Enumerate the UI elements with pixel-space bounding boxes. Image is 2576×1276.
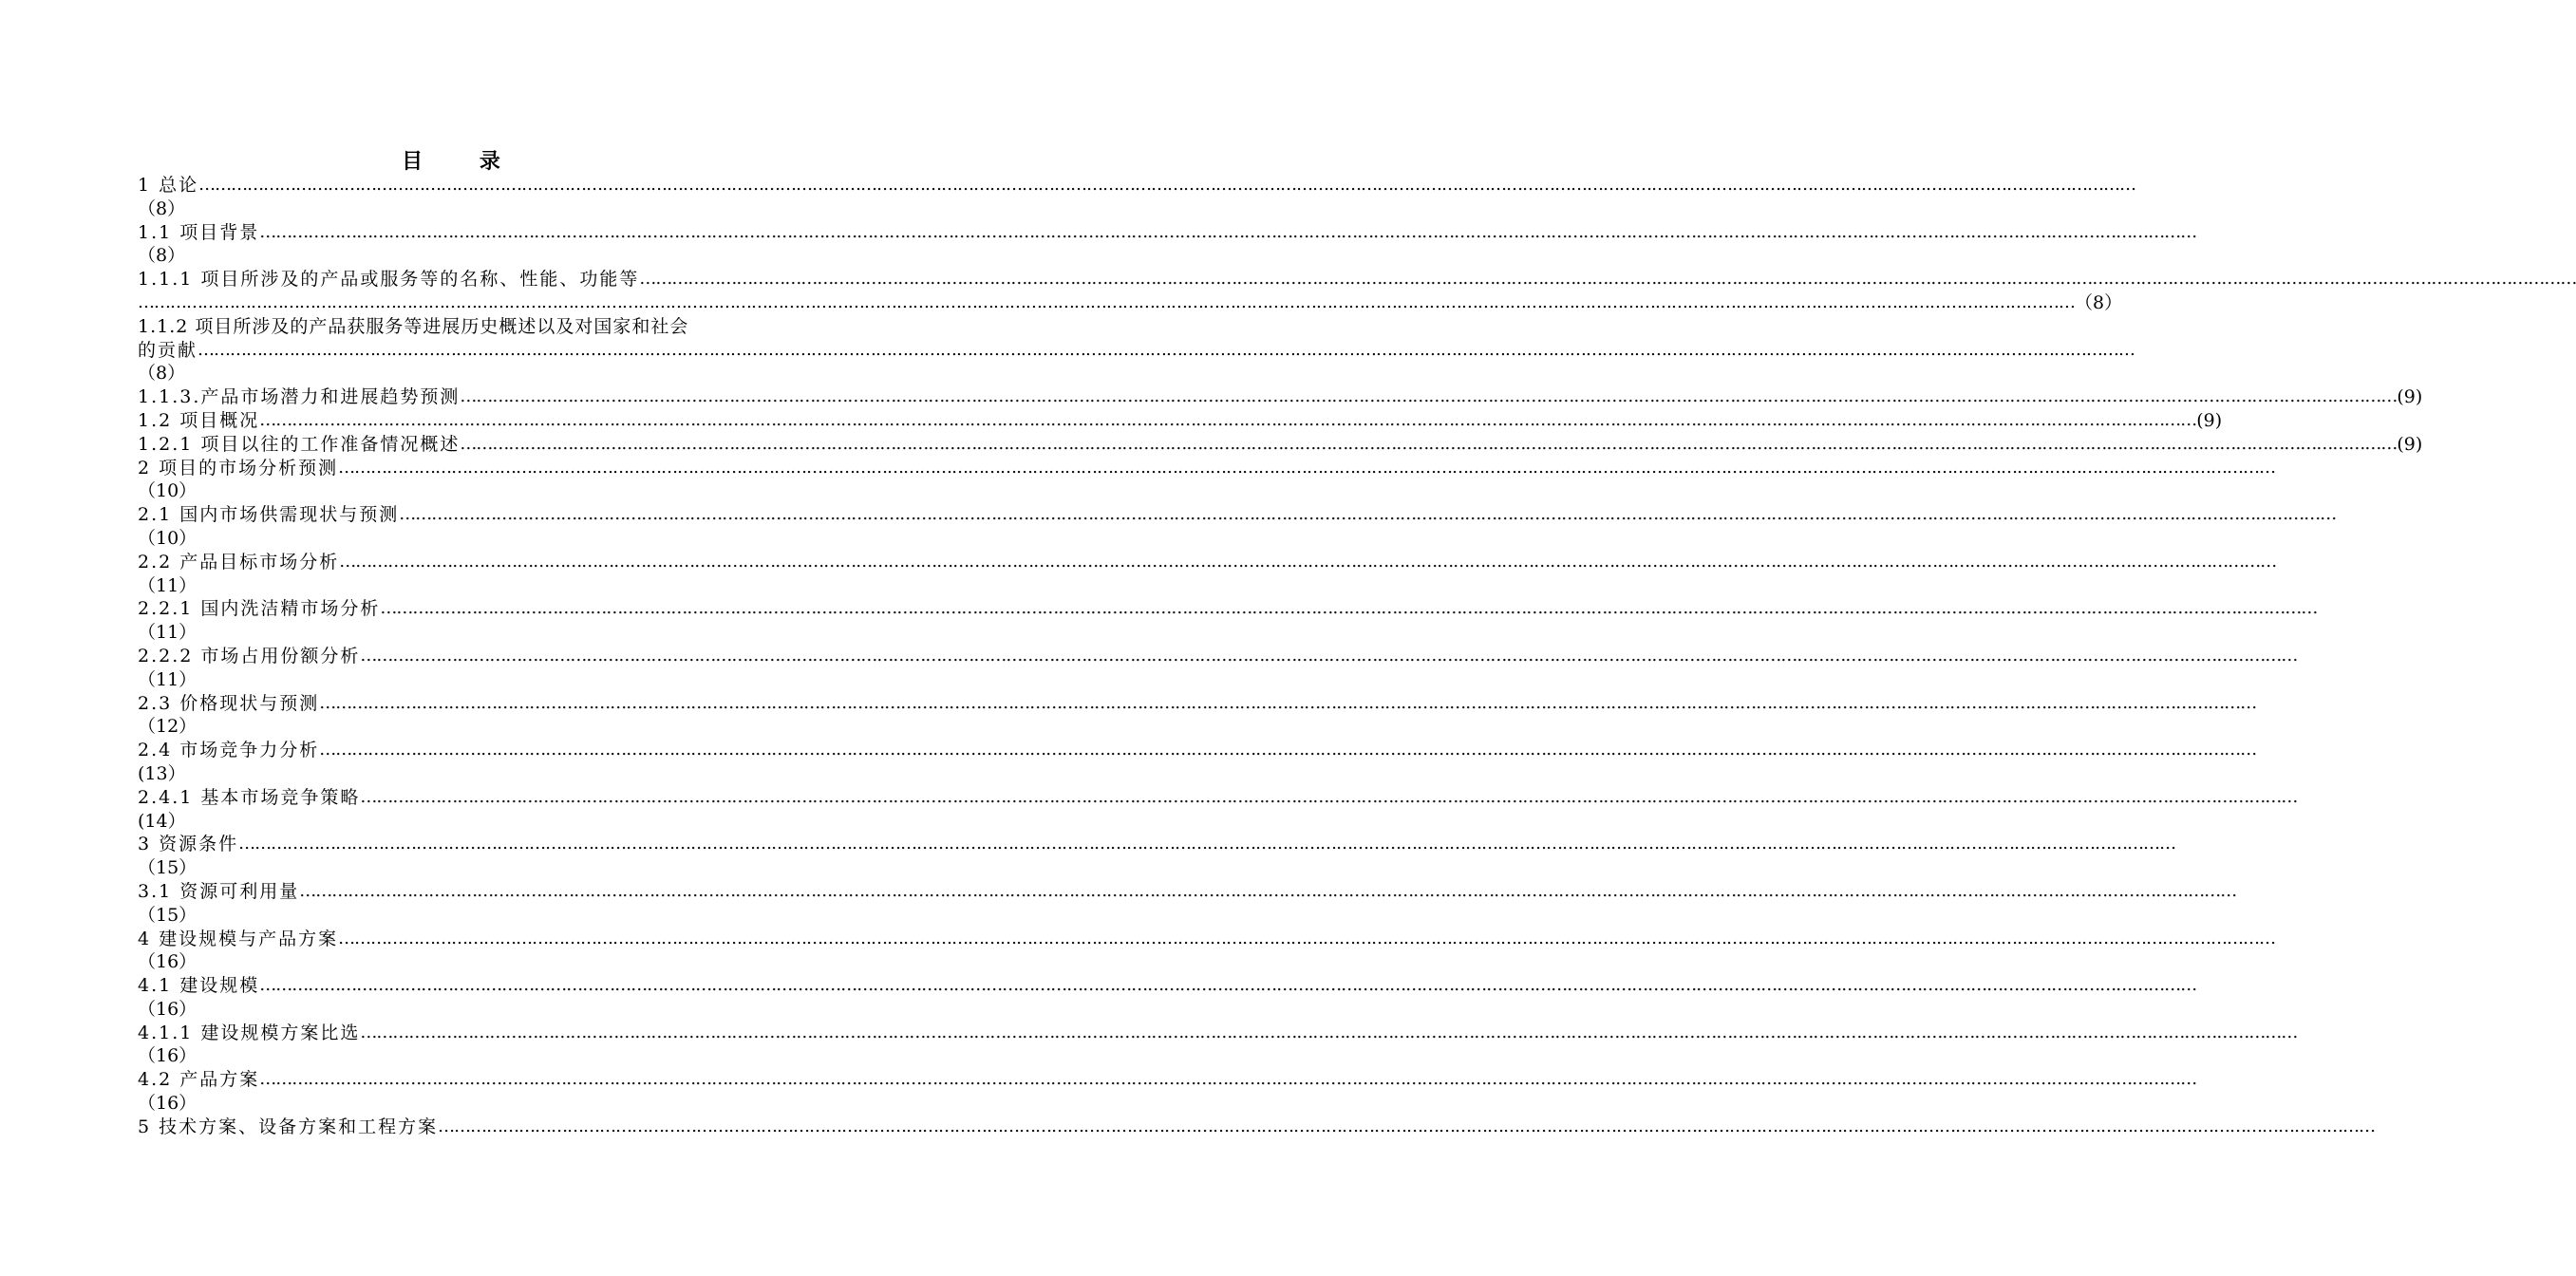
toc-leader-dots: ……………………………………………………………………………………………………………………………………………………………………………………………………………………………………………………………………………………………………………………………… — [460, 386, 2397, 407]
toc-leader-dots: ……………………………………………………………………………………………………………………………………………………………………………………………………………………………………………………………………………………………………………………………… — [360, 786, 2298, 807]
toc-leader-dots: ……………………………………………………………………………………………………………………………………………………………………………………………………………………………………………………………………………………………………………………………… — [360, 645, 2298, 666]
toc-leader-dots: ……………………………………………………………………………………………………………………………………………………………………………………………………………………………………………………………………………………………………………………………… — [438, 1116, 2376, 1136]
toc-entry[interactable] — [138, 503, 2337, 551]
toc-page-number: （11） — [138, 668, 197, 690]
toc-entry-label: 4 建设规模与产品方案 — [138, 928, 339, 949]
toc-page-number: （8） — [138, 363, 186, 385]
toc-entry-label: 2.2.1 国内洗洁精市场分析 — [138, 598, 381, 620]
toc-entry[interactable] — [138, 1116, 2376, 1139]
toc-entry[interactable] — [138, 597, 2318, 645]
toc-entry-line — [138, 1068, 2197, 1092]
toc-leader-dots: ……………………………………………………………………………………………………………………………………………………………………………………………………………………………………………………………………………………………………………………………… — [339, 551, 2277, 572]
toc-entry-label: 5 技术方案、设备方案和工程方案 — [138, 1116, 439, 1137]
toc-entry-line — [138, 974, 2197, 998]
toc-entry-line — [138, 692, 2257, 716]
toc-entry[interactable] — [138, 457, 2276, 504]
toc-page-number: （15） — [138, 857, 197, 879]
toc-page-number: （16） — [138, 998, 197, 1020]
toc-page-number: (9) — [2397, 433, 2423, 455]
toc-entry-label: 2 项目的市场分析预测 — [138, 457, 339, 478]
toc-leader-dots: ……………………………………………………………………………………………………………………………………………………………………………………………………………………………………………………………………………………………………………………………… — [338, 457, 2276, 478]
toc-page-number: (9) — [2397, 386, 2423, 408]
toc-page-number: (14） — [138, 810, 186, 832]
toc-entry[interactable] — [138, 739, 2257, 786]
toc-entry-label: 2.4 市场竞争力分析 — [138, 740, 320, 761]
toc-page-number: （8） — [138, 245, 186, 267]
toc-entry[interactable] — [138, 551, 2277, 598]
toc-entry[interactable] — [138, 833, 2176, 880]
toc-entry-label: 3 资源条件 — [138, 834, 239, 855]
toc-entry-label: 2.2 产品目标市场分析 — [138, 551, 340, 572]
toc-leader-dots: ……………………………………………………………………………………………………………………………………………………………………………………………………………………………………………………………………………………………………………………………… — [259, 1069, 2197, 1090]
toc-leader-dots: ……………………………………………………………………………………………………………………………………………………………………………………………………………………………………………………………………………………………………………………………… — [338, 928, 2276, 948]
table-of-contents — [138, 174, 2576, 1139]
toc-leader-dots: ……………………………………………………………………………………………………………………………………………………………………………………………………………………………………………………………………………………………………………………………… — [319, 740, 2257, 760]
toc-entry-line — [138, 597, 2318, 621]
toc-entry-label: 3.1 资源可利用量 — [138, 880, 300, 902]
toc-leader-dots: ……………………………………………………………………………………………………………………………………………………………………………………………………………………………………………………………………………………………………………………………… — [639, 269, 2576, 290]
toc-entry-label: 1.1.3.产品市场潜力和进展趋势预测 — [138, 386, 461, 408]
toc-entry-line — [138, 457, 2276, 480]
toc-leader-dots: ……………………………………………………………………………………………………………………………………………………………………………………………………………………………………………………………………………………………………………………………… — [238, 834, 2176, 854]
toc-entry-line — [138, 291, 2123, 315]
toc-entry-label: 1.1.1 项目所涉及的产品或服务等的名称、性能、功能等 — [138, 269, 640, 291]
toc-entry-line — [138, 833, 2176, 856]
toc-entry[interactable] — [138, 974, 2197, 1022]
toc-leader-dots: ……………………………………………………………………………………………………………………………………………………………………………………………………………………………………………………………………………………………………………………………… — [259, 975, 2197, 996]
toc-entry-line — [138, 645, 2298, 668]
toc-entry-label: 1.2 项目概况 — [138, 409, 260, 431]
toc-page-number: （16） — [138, 1093, 197, 1115]
toc-page-number: (9) — [2196, 409, 2223, 431]
toc-leader-dots: ……………………………………………………………………………………………………………………………………………………………………………………………………………………………………………………………………………………………………………………………… — [259, 409, 2197, 430]
toc-entry-line — [138, 880, 2237, 904]
toc-entry[interactable] — [138, 1068, 2197, 1116]
toc-entry-line — [138, 928, 2276, 951]
toc-entry-label: 1.1 项目背景 — [138, 221, 260, 243]
toc-page-number: (13） — [138, 762, 186, 784]
toc-entry-line — [138, 433, 2423, 457]
toc-leader-dots: ……………………………………………………………………………………………………………………………………………………………………………………………………………………………………………………………………………………………………………………………… — [138, 291, 2075, 312]
toc-entry-line — [138, 503, 2337, 527]
toc-page-number: （12） — [138, 716, 197, 738]
toc-entry-line — [138, 1022, 2298, 1045]
toc-leader-dots: ……………………………………………………………………………………………………………………………………………………………………………………………………………………………………………………………………………………………………………………………… — [259, 221, 2197, 242]
toc-entry[interactable] — [138, 645, 2298, 692]
toc-entry[interactable] — [138, 692, 2257, 740]
toc-entry[interactable] — [138, 880, 2237, 928]
toc-leader-dots: ……………………………………………………………………………………………………………………………………………………………………………………………………………………………………………………………………………………………………………………………… — [460, 433, 2397, 454]
toc-entry[interactable] — [138, 786, 2298, 834]
toc-leader-dots: ……………………………………………………………………………………………………………………………………………………………………………………………………………………………………………………………………………………………………………………………… — [299, 880, 2237, 901]
toc-page-number: （8） — [2075, 291, 2123, 313]
toc-page-number: （16） — [138, 951, 197, 973]
toc-entry-label: 1.1.2 项目所涉及的产品获服务等进展历史概述以及对国家和社会 — [138, 315, 689, 337]
toc-entry[interactable] — [138, 268, 2576, 315]
toc-page-number: （11） — [138, 574, 197, 596]
toc-entry-line — [138, 409, 2223, 433]
toc-entry-label: 2.3 价格现状与预测 — [138, 692, 320, 714]
toc-entry-line — [138, 221, 2197, 245]
toc-entry[interactable] — [138, 221, 2197, 269]
toc-entry-label: 4.1.1 建设规模方案比选 — [138, 1022, 361, 1043]
toc-entry[interactable] — [138, 1022, 2298, 1069]
toc-leader-dots: ……………………………………………………………………………………………………………………………………………………………………………………………………………………………………………………………………………………………………………………………… — [197, 339, 2135, 360]
toc-entry-label: 的贡献 — [138, 339, 198, 361]
toc-entry-label: 2.2.2 市场占用份额分析 — [138, 645, 361, 666]
toc-entry[interactable] — [138, 315, 2135, 385]
toc-leader-dots: ……………………………………………………………………………………………………………………………………………………………………………………………………………………………………………………………………………………………………………………………… — [198, 175, 2136, 195]
toc-entry-line — [138, 1116, 2376, 1139]
toc-entry-label: 1.2.1 项目以往的工作准备情况概述 — [138, 433, 461, 455]
toc-entry[interactable] — [138, 433, 2423, 457]
toc-entry-line — [138, 174, 2136, 197]
toc-page-number: （10） — [138, 527, 197, 549]
toc-page-number: （8） — [138, 197, 186, 219]
toc-page-number: （11） — [138, 622, 197, 644]
toc-leader-dots: ……………………………………………………………………………………………………………………………………………………………………………………………………………………………………………………………………………………………………………………………… — [319, 692, 2257, 713]
toc-entry-line — [138, 739, 2257, 762]
toc-entry[interactable] — [138, 409, 2223, 433]
toc-entry[interactable] — [138, 174, 2136, 221]
toc-entry-label: 2.4.1 基本市场竞争策略 — [138, 786, 361, 808]
toc-entry-line — [138, 339, 2135, 363]
toc-entry-label: 1 总论 — [138, 175, 199, 196]
toc-page-number: （15） — [138, 904, 197, 926]
toc-entry[interactable] — [138, 385, 2423, 409]
toc-page-number: （16） — [138, 1045, 197, 1067]
toc-entry-line — [138, 268, 2576, 291]
toc-entry-label: 4.1 建设规模 — [138, 975, 260, 997]
toc-entry[interactable] — [138, 928, 2276, 975]
toc-entry-label: 2.1 国内市场供需现状与预测 — [138, 504, 400, 526]
toc-entry-line — [138, 551, 2277, 574]
toc-page-number: （10） — [138, 480, 197, 502]
toc-entry-line — [138, 315, 764, 339]
toc-leader-dots: ……………………………………………………………………………………………………………………………………………………………………………………………………………………………………………………………………………………………………………………………… — [360, 1022, 2298, 1042]
toc-entry-line — [138, 786, 2298, 810]
toc-leader-dots: ……………………………………………………………………………………………………………………………………………………………………………………………………………………………………………………………………………………………………………………………… — [399, 504, 2337, 525]
toc-entry-line — [138, 385, 2423, 409]
page-title: 目 录 — [402, 149, 525, 174]
toc-entry-label: 4.2 产品方案 — [138, 1069, 260, 1091]
toc-leader-dots: ……………………………………………………………………………………………………………………………………………………………………………………………………………………………………………………………………………………………………………………………… — [380, 598, 2318, 619]
